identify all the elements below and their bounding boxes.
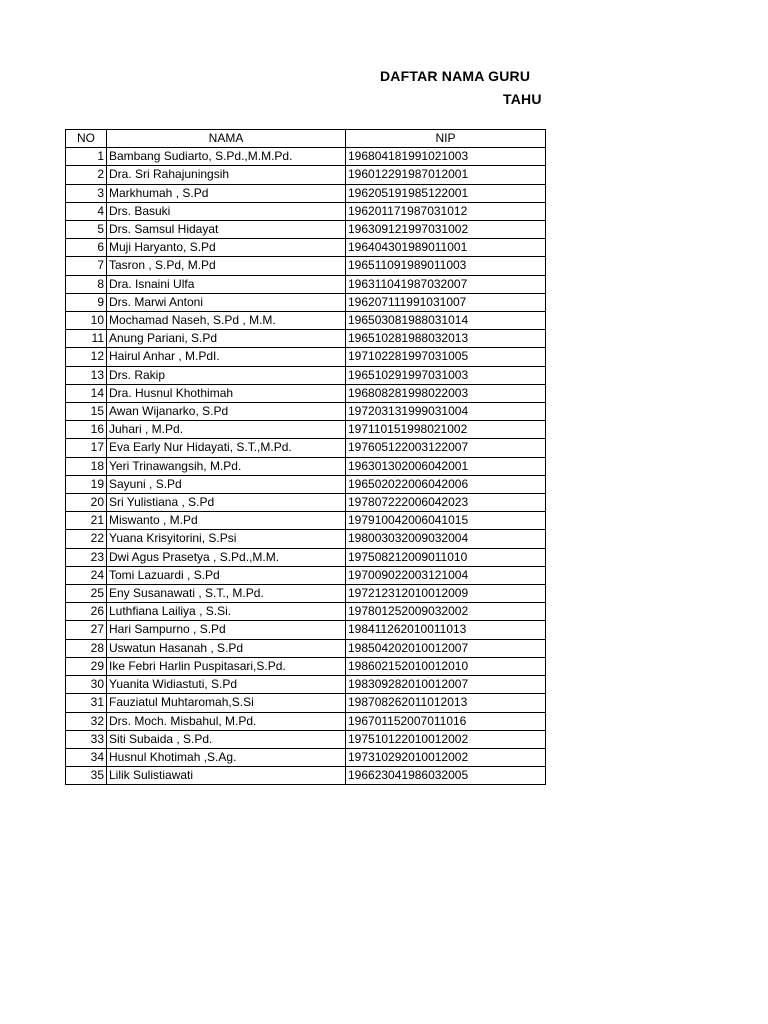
teacher-nip: 197801252009032002 bbox=[346, 603, 546, 621]
teacher-nip: 196701152007011016 bbox=[346, 712, 546, 730]
row-number: 28 bbox=[66, 639, 107, 657]
row-number: 9 bbox=[66, 293, 107, 311]
table-row bbox=[66, 585, 546, 603]
row-number: 17 bbox=[66, 439, 107, 457]
row-number: 4 bbox=[66, 202, 107, 220]
column-header-nip: NIP bbox=[346, 130, 546, 148]
teacher-nip: 196012291987012001 bbox=[346, 166, 546, 184]
column-header-nama: NAMA bbox=[107, 130, 346, 148]
table-row bbox=[66, 148, 546, 166]
teacher-name: Drs. Rakip bbox=[107, 366, 346, 384]
teacher-nip: 196510281988032013 bbox=[346, 330, 546, 348]
teacher-nip: 198708262011012013 bbox=[346, 694, 546, 712]
row-number: 18 bbox=[66, 457, 107, 475]
teacher-name: Uswatun Hasanah , S.Pd bbox=[107, 639, 346, 657]
teacher-name: Dra. Husnul Khothimah bbox=[107, 384, 346, 402]
teacher-nip: 197203131999031004 bbox=[346, 403, 546, 421]
row-number: 3 bbox=[66, 184, 107, 202]
teacher-name: Miswanto , M.Pd bbox=[107, 512, 346, 530]
table-row bbox=[66, 457, 546, 475]
table-row bbox=[66, 639, 546, 657]
teacher-name: Eva Early Nur Hidayati, S.T.,M.Pd. bbox=[107, 439, 346, 457]
teacher-nip: 196623041986032005 bbox=[346, 767, 546, 785]
teacher-nip: 198309282010012007 bbox=[346, 676, 546, 694]
teacher-nip: 197605122003122007 bbox=[346, 439, 546, 457]
teacher-nip: 196201171987031012 bbox=[346, 202, 546, 220]
document-subtitle: TAHU bbox=[503, 91, 542, 107]
row-number: 1 bbox=[66, 148, 107, 166]
row-number: 33 bbox=[66, 730, 107, 748]
table-row bbox=[66, 403, 546, 421]
teacher-nip: 198602152010012010 bbox=[346, 657, 546, 675]
row-number: 26 bbox=[66, 603, 107, 621]
teacher-nip: 197110151998021002 bbox=[346, 421, 546, 439]
table-row bbox=[66, 439, 546, 457]
teacher-name: Yeri Trinawangsih, M.Pd. bbox=[107, 457, 346, 475]
row-number: 16 bbox=[66, 421, 107, 439]
teacher-nip: 196503081988031014 bbox=[346, 312, 546, 330]
row-number: 14 bbox=[66, 384, 107, 402]
teacher-name: Siti Subaida , S.Pd. bbox=[107, 730, 346, 748]
table-row bbox=[66, 676, 546, 694]
teacher-name: Drs. Marwi Antoni bbox=[107, 293, 346, 311]
teacher-table bbox=[65, 129, 546, 785]
teacher-name: Ike Febri Harlin Puspitasari,S.Pd. bbox=[107, 657, 346, 675]
teacher-name: Muji Haryanto, S.Pd bbox=[107, 239, 346, 257]
teacher-name: Sayuni , S.Pd bbox=[107, 475, 346, 493]
teacher-name: Drs. Samsul Hidayat bbox=[107, 221, 346, 239]
table-header-row bbox=[66, 130, 546, 148]
teacher-nip: 196205191985122001 bbox=[346, 184, 546, 202]
teacher-name: Dwi Agus Prasetya , S.Pd.,M.M. bbox=[107, 548, 346, 566]
teacher-nip: 198504202010012007 bbox=[346, 639, 546, 657]
teacher-nip: 197212312010012009 bbox=[346, 585, 546, 603]
table-row bbox=[66, 566, 546, 584]
teacher-nip: 197310292010012002 bbox=[346, 748, 546, 766]
table-row bbox=[66, 166, 546, 184]
teacher-name: Sri Yulistiana , S.Pd bbox=[107, 494, 346, 512]
teacher-nip: 197102281997031005 bbox=[346, 348, 546, 366]
table-row bbox=[66, 712, 546, 730]
table-body bbox=[66, 148, 546, 785]
teacher-nip: 196311041987032007 bbox=[346, 275, 546, 293]
teacher-nip: 197009022003121004 bbox=[346, 566, 546, 584]
row-number: 25 bbox=[66, 585, 107, 603]
row-number: 24 bbox=[66, 566, 107, 584]
teacher-name: Awan Wijanarko, S.Pd bbox=[107, 403, 346, 421]
teacher-name: Drs. Moch. Misbahul, M.Pd. bbox=[107, 712, 346, 730]
table-row bbox=[66, 221, 546, 239]
teacher-name: Markhumah , S.Pd bbox=[107, 184, 346, 202]
teacher-nip: 196808281998022003 bbox=[346, 384, 546, 402]
teacher-name: Anung Pariani, S.Pd bbox=[107, 330, 346, 348]
table-row bbox=[66, 748, 546, 766]
table-row bbox=[66, 530, 546, 548]
row-number: 15 bbox=[66, 403, 107, 421]
table-row bbox=[66, 184, 546, 202]
teacher-name: Tasron , S.Pd, M.Pd bbox=[107, 257, 346, 275]
teacher-nip: 196804181991021003 bbox=[346, 148, 546, 166]
table-row bbox=[66, 312, 546, 330]
table-row bbox=[66, 730, 546, 748]
table-row bbox=[66, 366, 546, 384]
row-number: 23 bbox=[66, 548, 107, 566]
row-number: 13 bbox=[66, 366, 107, 384]
row-number: 5 bbox=[66, 221, 107, 239]
teacher-nip: 197807222006042023 bbox=[346, 494, 546, 512]
row-number: 6 bbox=[66, 239, 107, 257]
row-number: 32 bbox=[66, 712, 107, 730]
teacher-name: Juhari , M.Pd. bbox=[107, 421, 346, 439]
table-row bbox=[66, 239, 546, 257]
table-row bbox=[66, 512, 546, 530]
table-row bbox=[66, 384, 546, 402]
column-header-no: NO bbox=[66, 130, 107, 148]
teacher-nip: 197508212009011010 bbox=[346, 548, 546, 566]
teacher-nip: 196502022006042006 bbox=[346, 475, 546, 493]
teacher-nip: 196207111991031007 bbox=[346, 293, 546, 311]
teacher-name: Husnul Khotimah ,S.Ag. bbox=[107, 748, 346, 766]
row-number: 35 bbox=[66, 767, 107, 785]
teacher-name: Fauziatul Muhtaromah,S.Si bbox=[107, 694, 346, 712]
table-row bbox=[66, 348, 546, 366]
row-number: 27 bbox=[66, 621, 107, 639]
teacher-name: Luthfiana Lailiya , S.Si. bbox=[107, 603, 346, 621]
table-row bbox=[66, 494, 546, 512]
teacher-nip: 196510291997031003 bbox=[346, 366, 546, 384]
teacher-name: Eny Susanawati , S.T., M.Pd. bbox=[107, 585, 346, 603]
row-number: 2 bbox=[66, 166, 107, 184]
table-row bbox=[66, 257, 546, 275]
row-number: 7 bbox=[66, 257, 107, 275]
teacher-name: Lilik Sulistiawati bbox=[107, 767, 346, 785]
table-row bbox=[66, 330, 546, 348]
row-number: 20 bbox=[66, 494, 107, 512]
row-number: 30 bbox=[66, 676, 107, 694]
teacher-name: Tomi Lazuardi , S.Pd bbox=[107, 566, 346, 584]
row-number: 31 bbox=[66, 694, 107, 712]
teacher-name: Hairul Anhar , M.PdI. bbox=[107, 348, 346, 366]
table-row bbox=[66, 694, 546, 712]
teacher-nip: 197510122010012002 bbox=[346, 730, 546, 748]
teacher-name: Drs. Basuki bbox=[107, 202, 346, 220]
row-number: 12 bbox=[66, 348, 107, 366]
teacher-nip: 196301302006042001 bbox=[346, 457, 546, 475]
table-row bbox=[66, 421, 546, 439]
row-number: 19 bbox=[66, 475, 107, 493]
table-row bbox=[66, 621, 546, 639]
teacher-nip: 196511091989011003 bbox=[346, 257, 546, 275]
row-number: 34 bbox=[66, 748, 107, 766]
table-row bbox=[66, 548, 546, 566]
row-number: 29 bbox=[66, 657, 107, 675]
table-row bbox=[66, 657, 546, 675]
table-row bbox=[66, 767, 546, 785]
teacher-nip: 198003032009032004 bbox=[346, 530, 546, 548]
teacher-name: Dra. Sri Rahajuningsih bbox=[107, 166, 346, 184]
teacher-name: Hari Sampurno , S.Pd bbox=[107, 621, 346, 639]
teacher-name: Bambang Sudiarto, S.Pd.,M.M.Pd. bbox=[107, 148, 346, 166]
row-number: 10 bbox=[66, 312, 107, 330]
teacher-name: Yuanita Widiastuti, S.Pd bbox=[107, 676, 346, 694]
row-number: 8 bbox=[66, 275, 107, 293]
teacher-name: Yuana Krisyitorini, S.Psi bbox=[107, 530, 346, 548]
teacher-nip: 196404301989011001 bbox=[346, 239, 546, 257]
teacher-nip: 196309121997031002 bbox=[346, 221, 546, 239]
teacher-nip: 197910042006041015 bbox=[346, 512, 546, 530]
teacher-name: Dra. Isnaini Ulfa bbox=[107, 275, 346, 293]
table-row bbox=[66, 475, 546, 493]
row-number: 21 bbox=[66, 512, 107, 530]
document-title: DAFTAR NAMA GURU bbox=[380, 68, 531, 84]
teacher-name: Mochamad Naseh, S.Pd , M.M. bbox=[107, 312, 346, 330]
table-row bbox=[66, 603, 546, 621]
table-row bbox=[66, 293, 546, 311]
row-number: 11 bbox=[66, 330, 107, 348]
row-number: 22 bbox=[66, 530, 107, 548]
table-row bbox=[66, 202, 546, 220]
table-row bbox=[66, 275, 546, 293]
teacher-nip: 198411262010011013 bbox=[346, 621, 546, 639]
